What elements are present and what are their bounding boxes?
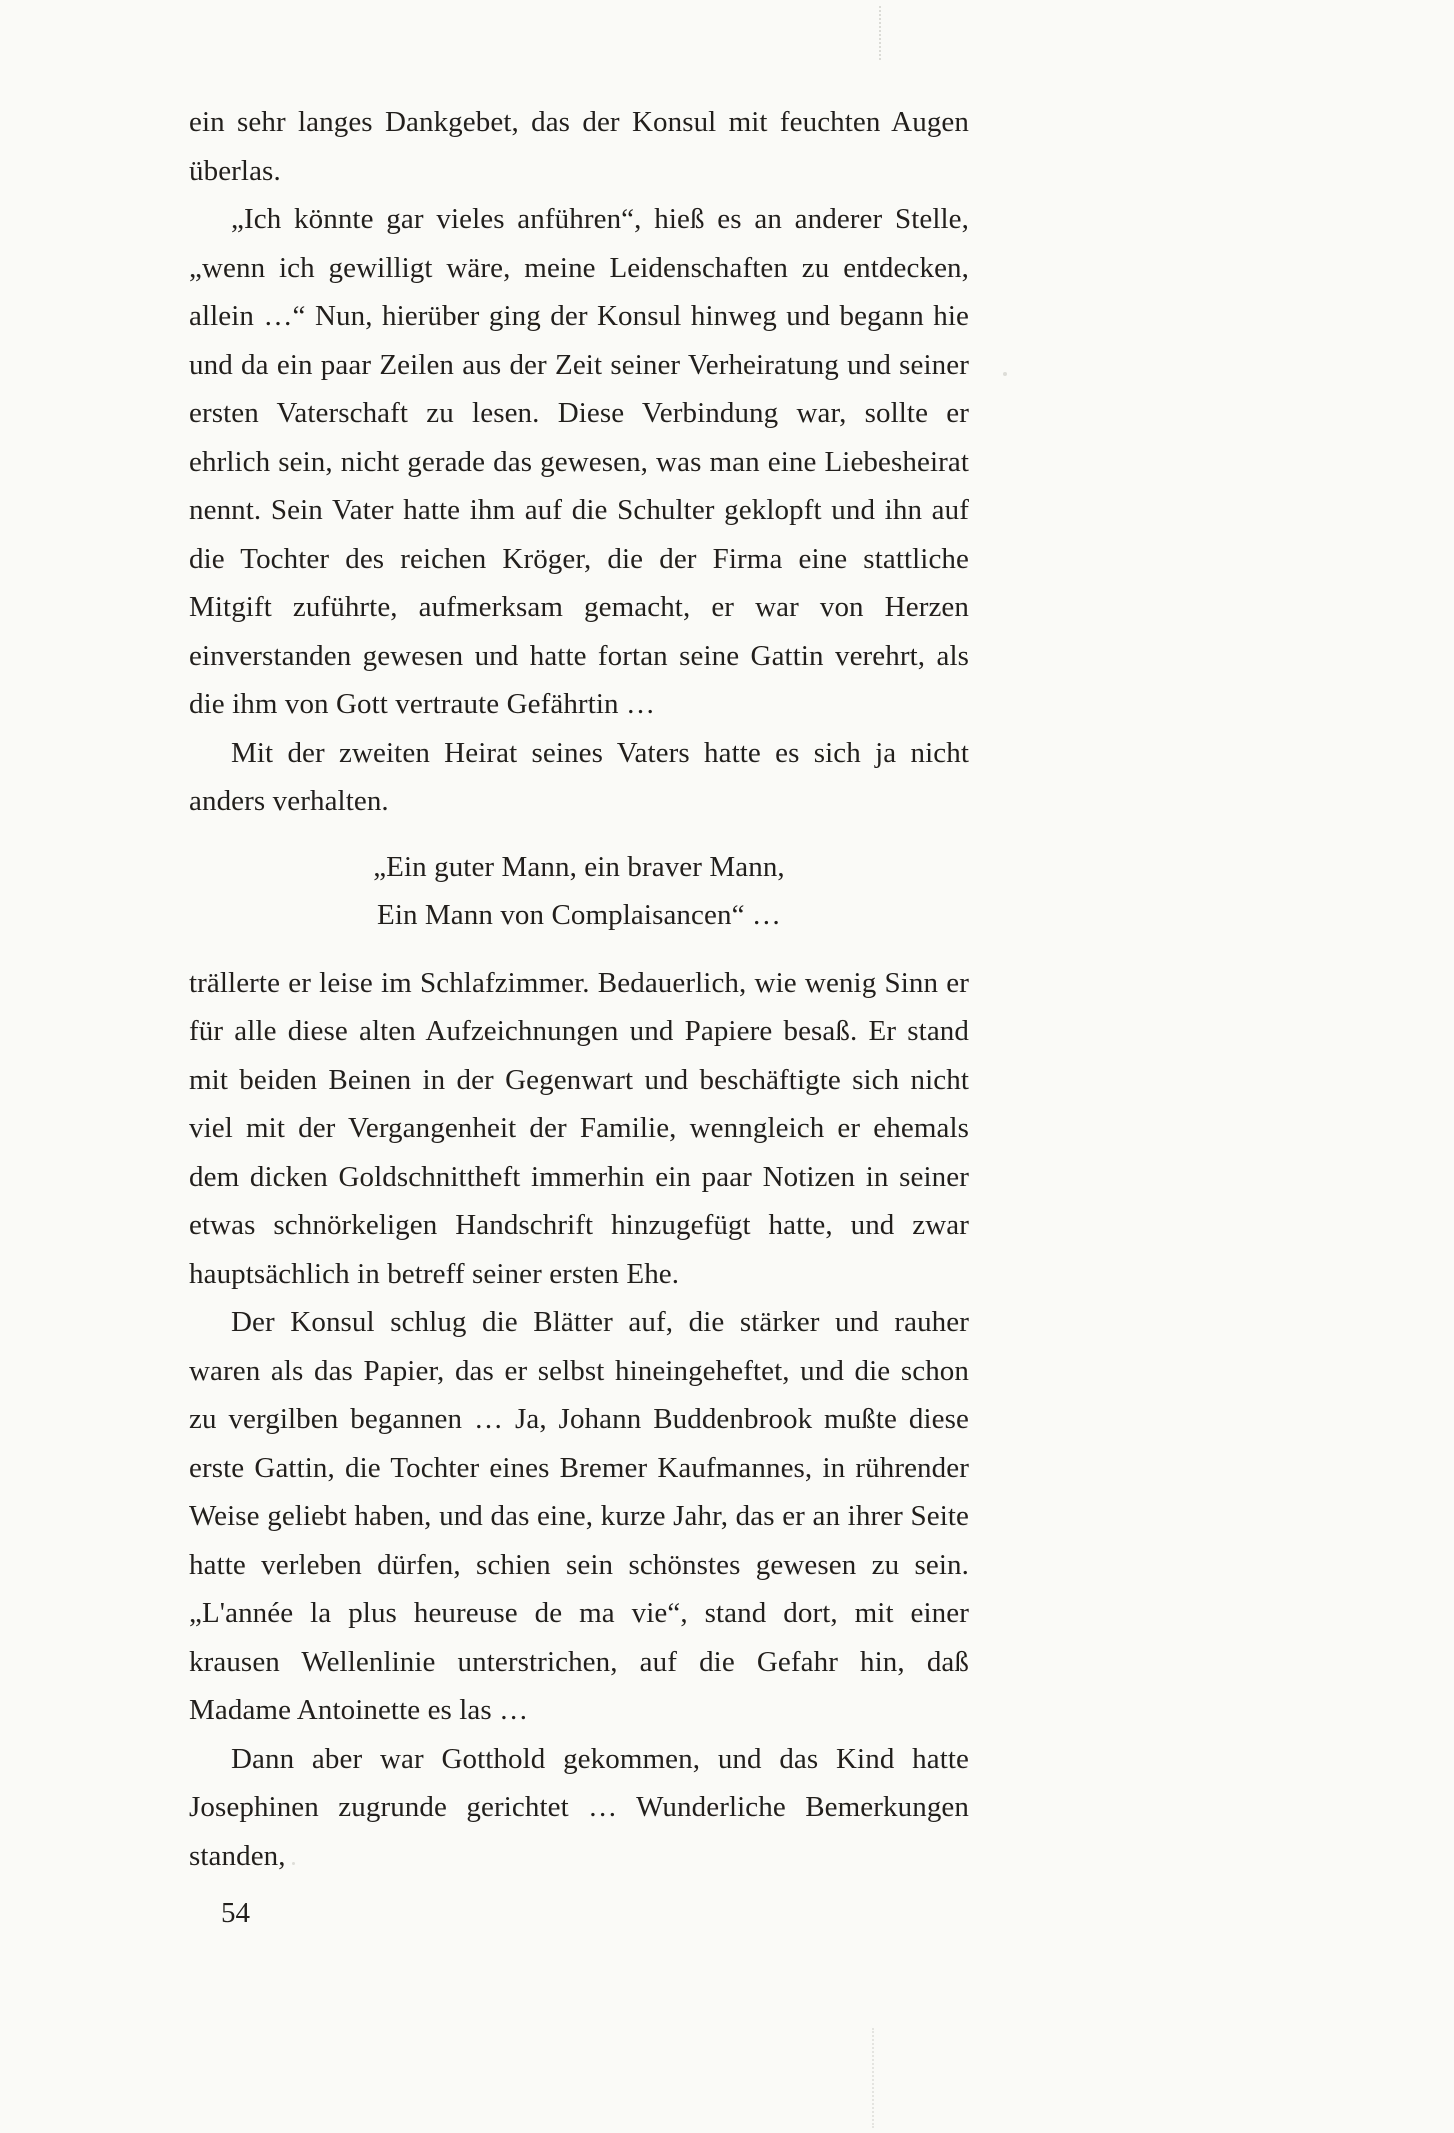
verse-line: „Ein guter Mann, ein braver Mann,: [373, 850, 785, 883]
scan-artifact: [879, 6, 881, 60]
paragraph: „Ich könnte gar vieles anführen“, hieß es an anderer Stelle, „wenn ich gewilligt wäre, meine Leidenschaften zu entdecken, allein …“ Nun, hierüber ging der Konsul hinweg und begann hie und da ein paar Zeilen aus der Zeit seiner Verheiratung und seiner ersten Vaterschaft zu lesen. Diese Verbindung war, sollte er ehrlich sein, nicht gerade das gewesen, was man eine Liebesheirat nennt. Sein Vater hatte ihm auf die Schulter geklopft und ihn auf die Tochter des reichen Kröger, die der Firma eine stattliche Mitgift zuführte, aufmerksam gemacht, er war von Herzen einverstanden gewesen und hatte fortan seine Gattin verehrt, als die ihm von Gott vertraute Gefährtin …: [189, 203, 969, 720]
page-text-block: [189, 98, 969, 1880]
scan-artifact: [1003, 372, 1007, 376]
paragraph-continuation: ein sehr langes Dankgebet, das der Konsul mit feuchten Augen überlas.: [189, 106, 969, 187]
paragraph-continuation: trällerte er leise im Schlafzimmer. Bedauerlich, wie wenig Sinn er für alle diese alten Aufzeichnungen und Papiere besaß. Er stand mit beiden Beinen in der Gegenwart und beschäftigte sich nicht viel mit der Vergangenheit der Familie, wenngleich er ehemals dem dicken Goldschnittheft immerhin ein paar Notizen in seiner etwas schnörkeligen Handschrift hinzugefügt hatte, und zwar hauptsächlich in betreff seiner ersten Ehe.: [189, 966, 969, 1290]
page-number: 54: [221, 1897, 250, 1929]
verse-line: Ein Mann von Complaisancen“ …: [377, 899, 781, 931]
paragraph: Der Konsul schlug die Blätter auf, die stärker und rauher waren als das Papier, das er selbst hineingeheftet, und die schon zu vergilben begannen … Ja, Johann Buddenbrook mußte diese erste Gattin, die Tochter eines Bremer Kaufmannes, in rührender Weise geliebt haben, und das eine, kurze Jahr, das er an ihrer Seite hatte verleben dürfen, schien sein schönstes gewesen zu sein. „L'année la plus heureuse de ma vie“, stand dort, mit einer krausen Wellenlinie unterstrichen, auf die Gefahr hin, daß Madame Antoinette es las …: [189, 1306, 969, 1726]
paragraph: Dann aber war Gotthold gekommen, und das Kind hatte Josephinen zugrunde gerichtet … Wunderliche Bemerkungen standen,: [189, 1742, 969, 1872]
paragraph: Mit der zweiten Heirat seines Vaters hatte es sich ja nicht anders verhalten.: [189, 736, 969, 817]
scan-artifact: [872, 2028, 874, 2128]
verse-quote: [189, 843, 969, 940]
